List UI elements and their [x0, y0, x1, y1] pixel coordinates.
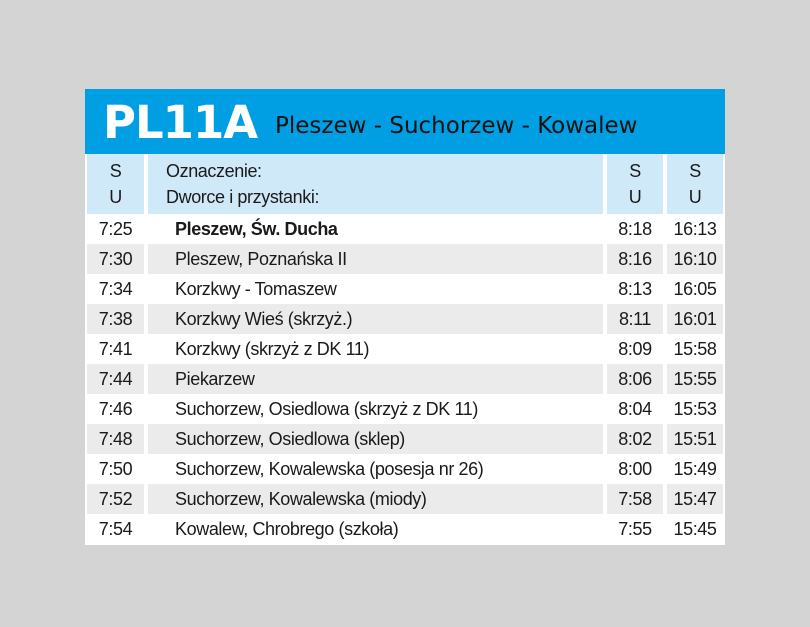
return-time-1: 7:58 [607, 484, 663, 514]
table-row [85, 364, 725, 394]
departure-time: 7:34 [98, 278, 133, 299]
table-row [85, 514, 725, 544]
stop-name: Korzkwy - Tomaszew [175, 278, 337, 299]
stop-name: Kowalew, Chrobrego (szkoła) [175, 518, 399, 539]
departure-time: 7:38 [87, 304, 144, 334]
return-time-1: 8:04 [618, 398, 652, 419]
departure-time: 7:44 [87, 364, 144, 394]
return-time-2: 15:47 [667, 484, 723, 514]
header-departure-days [87, 154, 144, 214]
return-time-2: 16:05 [673, 278, 717, 299]
stop-name: Korzkwy (skrzyż z DK 11) [175, 338, 370, 359]
header-designation-label: Oznaczenie: [166, 161, 262, 181]
stop-name: Suchorzew, Osiedlowa (sklep) [148, 424, 603, 454]
return-time-1: 8:09 [618, 338, 652, 359]
return-time-1: 8:02 [607, 424, 663, 454]
header-day-label: U [628, 187, 642, 207]
return-time-2: 16:10 [667, 244, 723, 274]
header-day-label: U [109, 187, 122, 207]
return-time-2: 16:13 [673, 218, 717, 239]
return-time-2: 16:01 [667, 304, 723, 334]
return-time-2: 15:45 [673, 518, 717, 539]
header-day-label: S [109, 161, 122, 181]
return-time-1: 8:11 [607, 304, 663, 334]
departure-time: 7:30 [87, 244, 144, 274]
header-day-label: S [629, 161, 641, 181]
timetable-card [85, 89, 725, 545]
return-time-1: 7:55 [618, 518, 652, 539]
departure-time: 7:48 [87, 424, 144, 454]
route-code: PL11A [103, 96, 258, 149]
stop-name: Suchorzew, Osiedlowa (skrzyż z DK 11) [175, 398, 478, 419]
departure-time: 7:25 [98, 218, 133, 239]
table-row [85, 394, 725, 424]
stop-name: Suchorzew, Kowalewska (posesja nr 26) [175, 458, 484, 479]
header-stops [148, 154, 603, 214]
header-stops-label: Dworce i przystanki: [166, 187, 320, 207]
departure-time: 7:41 [98, 338, 133, 359]
return-time-1: 8:13 [618, 278, 652, 299]
stop-name: Pleszew, Poznańska II [148, 244, 603, 274]
return-time-1: 8:16 [607, 244, 663, 274]
departure-time: 7:54 [98, 518, 133, 539]
table-row [85, 304, 725, 334]
route-banner [85, 89, 725, 154]
table-row [85, 244, 725, 274]
table-row [85, 484, 725, 514]
stop-name: Suchorzew, Kowalewska (miody) [148, 484, 603, 514]
header-day-label: U [688, 187, 702, 207]
return-time-2: 15:58 [673, 338, 717, 359]
return-time-1: 8:00 [618, 458, 652, 479]
return-time-2: 15:49 [673, 458, 717, 479]
route-name: Pleszew - Suchorzew - Kowalew [275, 113, 638, 139]
return-time-1: 8:18 [618, 218, 652, 239]
header-return-days-2 [667, 154, 723, 214]
stop-name: Pleszew, Św. Ducha [175, 218, 338, 239]
return-time-2: 15:55 [667, 364, 723, 394]
header-day-label: S [689, 161, 701, 181]
header-return-days-1 [607, 154, 663, 214]
departure-time: 7:50 [98, 458, 133, 479]
return-time-1: 8:06 [607, 364, 663, 394]
table-row [85, 274, 725, 304]
departure-time: 7:46 [98, 398, 133, 419]
timetable-grid [85, 154, 725, 544]
return-time-2: 15:53 [673, 398, 717, 419]
table-row [85, 424, 725, 454]
stop-name: Piekarzew [148, 364, 603, 394]
table-row [85, 334, 725, 364]
table-row [85, 454, 725, 484]
header-row [85, 154, 725, 214]
return-time-2: 15:51 [667, 424, 723, 454]
stop-name: Korzkwy Wieś (skrzyż.) [148, 304, 603, 334]
departure-time: 7:52 [87, 484, 144, 514]
table-row [85, 214, 725, 244]
